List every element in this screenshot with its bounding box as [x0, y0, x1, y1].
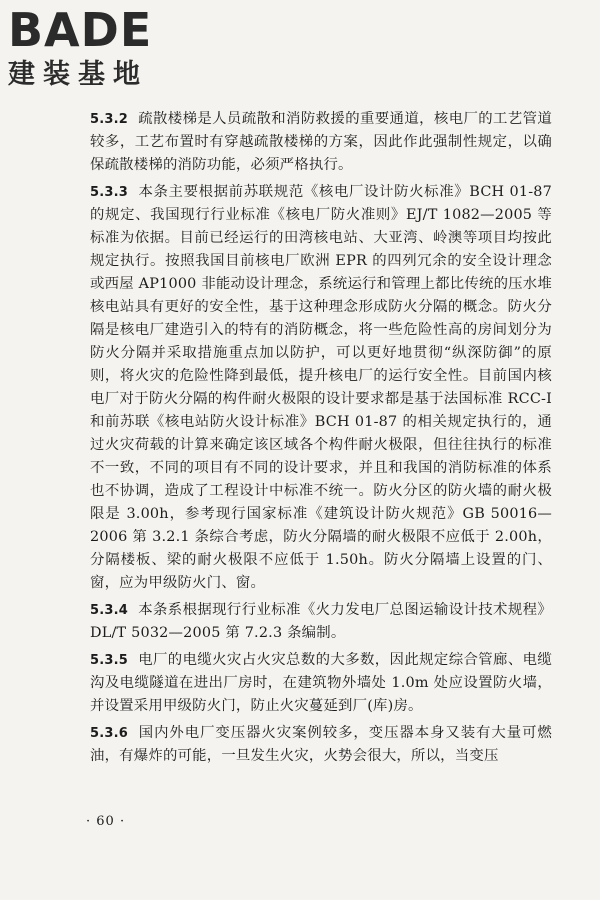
section-text: 本条主要根据前苏联规范《核电厂设计防火标准》BCH 01-87 的规定、我国现行行业标准《核电厂防火准则》EJ/T 1082—2005 等标准为依据。目前已经运行的田湾核电站、大亚湾、岭澳等项目均按此规定执行。按照我国目前核电厂欧洲 EPR 的四列冗余的安全设计理念或西屋 AP1000 非能动设计理念，系统运行和管理上都比传统的压水堆核电站具有更好的安全性，基于这种理念形成防火分隔的概念。防火分隔是核电厂建造引入的特有的消防概念，将一些危险性高的房间划分为防火分隔并采取措施重点加以防护，可以更好地贯彻“纵深防御”的原则，将火灾的危险性降到最低，提升核电厂的运行安全性。目前国内核电厂对于防火分隔的构件耐火极限的设计要求都是基于法国标准 RCC-I 和前苏联《核电站防火设计标准》BCH 01-87 的相关规定执行的，通过火灾荷载的计算来确定该区域各个构件耐火极限，但往往执行的标准不一致，不同的项目有不同的设计要求，并且和我国的消防标准的体系也不协调，造成了工程设计中标准不统一。防火分区的防火墙的耐火极限是 3.00h，参考现行国家标准《建筑设计防火规范》GB 50016—2006 第 3.2.1 条综合考虑，防火分隔墙的耐火极限不应低于 2.00h，分隔楼板、梁的耐火极限不应低于 1.50h。防火分隔墙上设置的门、窗，应为甲级防火门、窗。: [90, 184, 552, 591]
section-5-3-5: [90, 649, 552, 718]
logo-subtitle: 建装基地: [8, 59, 148, 90]
section-5-3-6: [90, 722, 552, 768]
section-text: 国内外电厂变压器火灾案例较多，变压器本身又装有大量可燃油，有爆炸的可能，一旦发生火灾，火势会很大，所以，当变压: [90, 725, 552, 764]
section-text: 疏散楼梯是人员疏散和消防救援的重要通道，核电厂的工艺管道较多，工艺布置时有穿越疏散楼梯的方案，因此作此强制性规定，以确保疏散楼梯的消防功能，必须严格执行。: [90, 111, 552, 173]
section-text: 电厂的电缆火灾占火灾总数的大多数，因此规定综合管廊、电缆沟及电缆隧道在进出厂房时，在建筑物外墙处 1.0m 处应设置防火墙，并设置采用甲级防火门，防止火灾蔓延到厂(库)房。: [90, 652, 552, 714]
document-body: [90, 108, 552, 772]
page-number: · 60 ·: [86, 814, 126, 829]
section-number: 5.3.2: [90, 112, 129, 127]
section-5-3-3: [90, 181, 552, 595]
section-5-3-2: [90, 108, 552, 177]
section-number: 5.3.5: [90, 653, 129, 668]
logo-brand-text: BADE: [8, 3, 153, 57]
section-number: 5.3.6: [90, 726, 129, 741]
section-number: 5.3.3: [90, 185, 129, 200]
section-text: 本条系根据现行行业标准《火力发电厂总图运输设计技术规程》DL/T 5032—2005 第 7.2.3 条编制。: [90, 602, 552, 641]
section-number: 5.3.4: [90, 603, 129, 618]
section-5-3-4: [90, 599, 552, 645]
brand-logo: [8, 4, 178, 99]
